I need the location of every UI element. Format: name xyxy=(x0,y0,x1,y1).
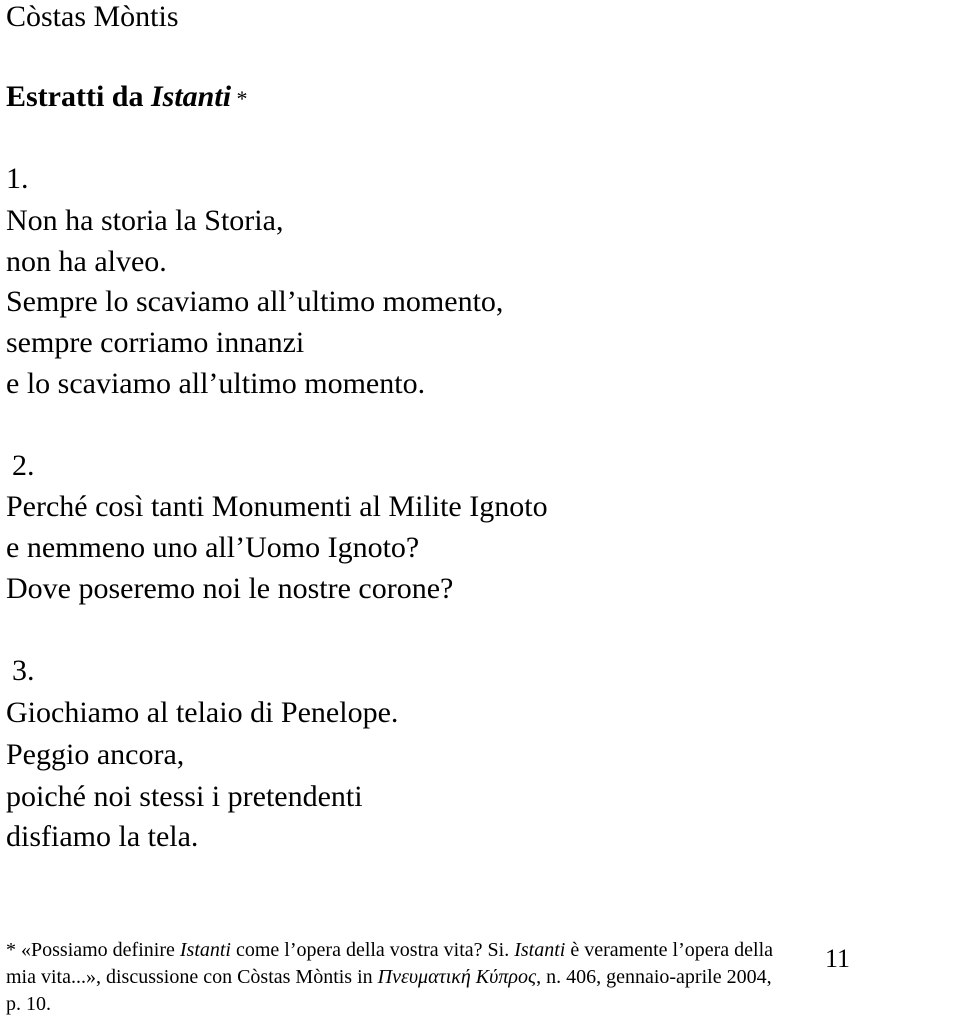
footnote-italic: Πνευματική Κύπρος xyxy=(377,966,537,988)
poem-line: disfiamo la tela. xyxy=(6,820,199,853)
poem-line: e nemmeno uno all’Uomo Ignoto? xyxy=(6,531,420,564)
poem-line: sempre corriamo innanzi xyxy=(6,326,305,359)
footnote-text: * «Possiamo definire xyxy=(6,939,180,961)
section-number: 1. xyxy=(6,162,29,195)
poem-line: Non ha storia la Storia, xyxy=(6,204,284,237)
footnote-text: è veramente l’opera della xyxy=(565,939,774,961)
author-name: Còstas Mòntis xyxy=(6,0,179,33)
footnote-line xyxy=(6,938,956,963)
footnote-text: mia vita...», discussione con Còstas Mòntis in xyxy=(6,966,378,988)
section-number: 2. xyxy=(12,449,35,482)
title-asterisk: * xyxy=(231,86,248,111)
footnote-line xyxy=(6,965,956,990)
footnote-italic: Istanti xyxy=(514,939,566,961)
footnote-text: , n. 406, gennaio-aprile 2004, xyxy=(536,966,772,988)
footnote-italic: Istanti xyxy=(179,939,231,961)
footnote-text: come l’opera della vostra vita? Si. xyxy=(231,939,515,961)
poem-line: poiché noi stessi i pretendenti xyxy=(6,780,363,813)
page-number: 11 xyxy=(825,944,851,973)
title-italic: Istanti xyxy=(151,80,232,113)
document-title xyxy=(6,80,248,116)
section-number: 3. xyxy=(12,654,35,687)
poem-line: Giochiamo al telaio di Penelope. xyxy=(6,696,399,729)
poem-line: e lo scaviamo all’ultimo momento. xyxy=(6,367,426,400)
poem-line: Peggio ancora, xyxy=(6,738,185,771)
poem-line: non ha alveo. xyxy=(6,245,167,278)
title-prefix: Estratti da xyxy=(6,80,151,113)
poem-line: Dove poseremo noi le nostre corone? xyxy=(6,572,454,605)
footnote-line: p. 10. xyxy=(6,993,51,1015)
poem-line: Sempre lo scaviamo all’ultimo momento, xyxy=(6,285,504,318)
poem-line: Perché così tanti Monumenti al Milite Ignoto xyxy=(6,490,548,523)
